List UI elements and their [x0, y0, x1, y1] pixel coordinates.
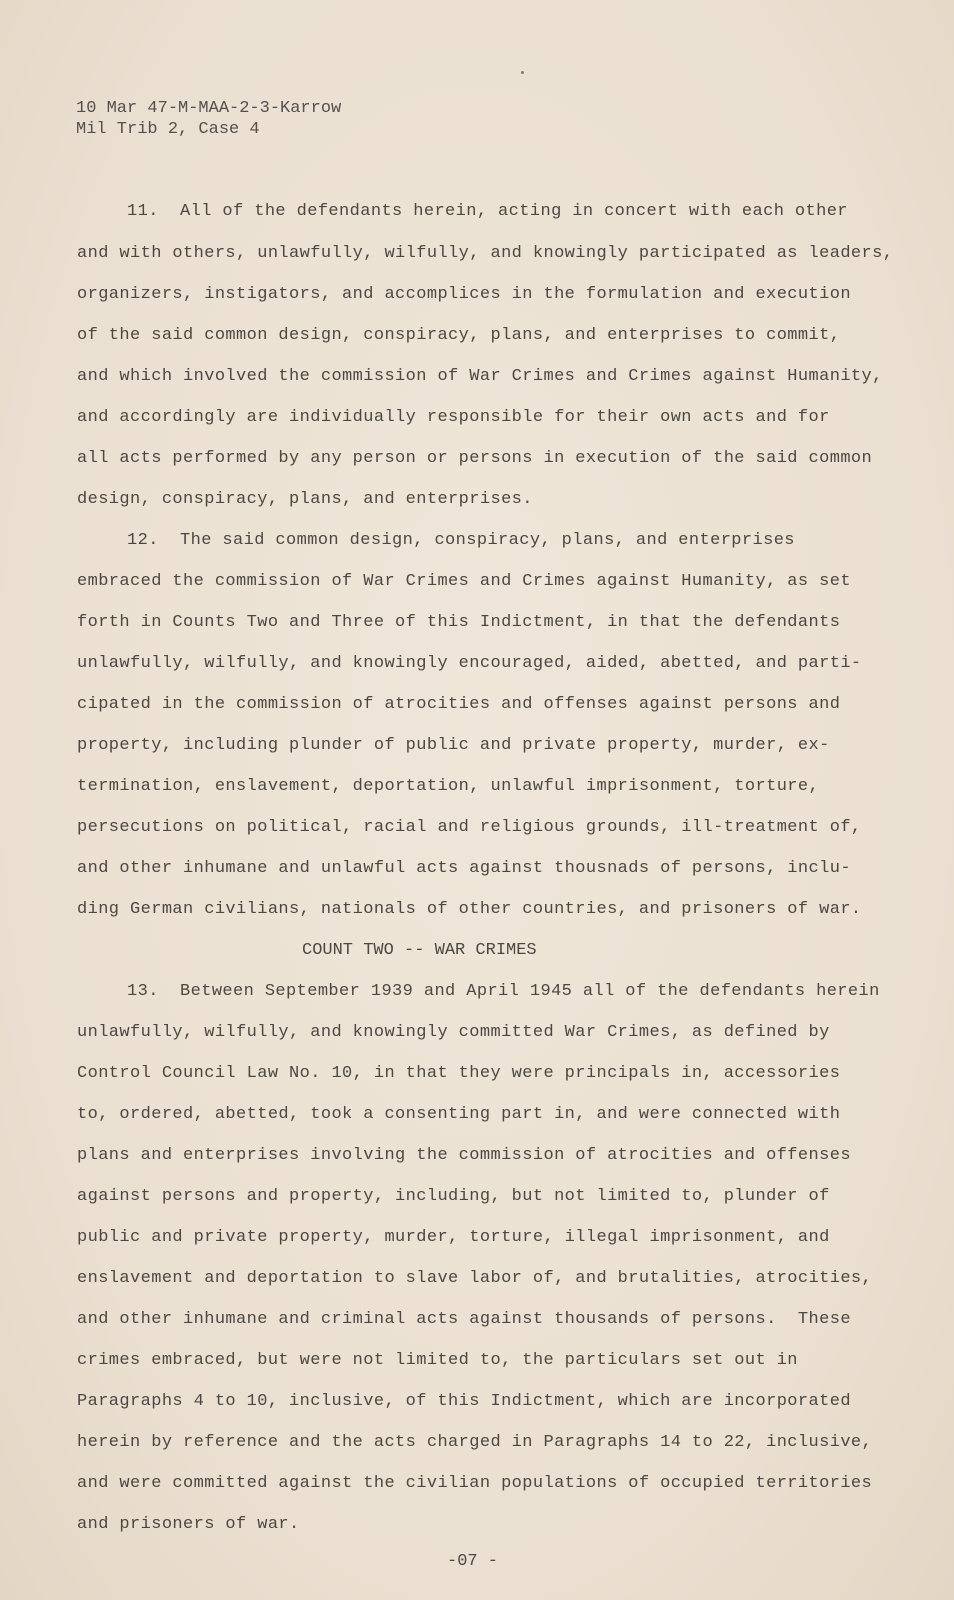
- paragraph-13-line: herein by reference and the acts charged in Paragraphs 14 to 22, inclusive,: [77, 1433, 873, 1452]
- paragraph-13-line: public and private property, murder, torture, illegal imprisonment, and: [77, 1228, 830, 1247]
- paragraph-12-line: and other inhumane and unlawful acts against thousnads of persons, inclu-: [77, 859, 851, 878]
- paragraph-13-line: enslavement and deportation to slave labor of, and brutalities, atrocities,: [77, 1269, 873, 1288]
- paragraph-13-line: against persons and property, including, but not limited to, plunder of: [77, 1187, 830, 1206]
- paragraph-11-line: and accordingly are individually responsible for their own acts and for: [77, 408, 830, 427]
- paragraph-12-line: embraced the commission of War Crimes and Crimes against Humanity, as set: [77, 572, 851, 591]
- paragraph-11-line: and which involved the commission of War Crimes and Crimes against Humanity,: [77, 367, 883, 386]
- paragraph-13-line: and were committed against the civilian populations of occupied territories: [77, 1474, 873, 1493]
- paragraph-13-line: crimes embraced, but were not limited to, the particulars set out in: [77, 1351, 798, 1370]
- paragraph-11-line: all acts performed by any person or persons in execution of the said common: [77, 449, 873, 468]
- header-tribunal-case: Mil Trib 2, Case 4: [76, 120, 260, 139]
- paragraph-13-line: and prisoners of war.: [77, 1515, 300, 1534]
- paragraph-11-line: of the said common design, conspiracy, plans, and enterprises to commit,: [77, 326, 841, 345]
- paragraph-13-line: Paragraphs 4 to 10, inclusive, of this Indictment, which are incorporated: [77, 1392, 851, 1411]
- paragraph-12-line: ding German civilians, nationals of other countries, and prisoners of war.: [77, 900, 862, 919]
- paragraph-13-line: and other inhumane and criminal acts against thousands of persons. These: [77, 1310, 851, 1329]
- paragraph-12-line: forth in Counts Two and Three of this Indictment, in that the defendants: [77, 613, 841, 632]
- paragraph-12-line: persecutions on political, racial and religious grounds, ill-treatment of,: [77, 818, 862, 837]
- paragraph-13-line: to, ordered, abetted, took a consenting part in, and were connected with: [77, 1105, 841, 1124]
- header-reference: 10 Mar 47-M-MAA-2-3-Karrow: [76, 99, 342, 118]
- document-header: [76, 98, 341, 140]
- paragraph-12-line: termination, enslavement, deportation, unlawful imprisonment, torture,: [77, 777, 820, 796]
- paragraph-11-line: design, conspiracy, plans, and enterprises.: [77, 490, 533, 509]
- paragraph-11-line: 11. All of the defendants herein, acting in concert with each other: [127, 202, 848, 221]
- paragraph-11-line: organizers, instigators, and accomplices in the formulation and execution: [77, 285, 851, 304]
- paragraph-13-line: plans and enterprises involving the commission of atrocities and offenses: [77, 1146, 851, 1165]
- paper-speck: [521, 71, 524, 74]
- paragraph-13-line: unlawfully, wilfully, and knowingly committed War Crimes, as defined by: [77, 1023, 830, 1042]
- page-number: -07 -: [447, 1552, 499, 1571]
- paragraph-11-line: and with others, unlawfully, wilfully, and knowingly participated as leaders,: [77, 244, 894, 263]
- paragraph-13-line: Control Council Law No. 10, in that they were principals in, accessories: [77, 1064, 841, 1083]
- paragraph-13-line: 13. Between September 1939 and April 1945 all of the defendants herein: [127, 982, 880, 1001]
- paragraph-12-line: 12. The said common design, conspiracy, plans, and enterprises: [127, 531, 795, 550]
- count-two-heading: COUNT TWO -- WAR CRIMES: [302, 941, 537, 960]
- paragraph-12-line: unlawfully, wilfully, and knowingly encouraged, aided, abetted, and parti-: [77, 654, 862, 673]
- paragraph-12-line: property, including plunder of public and private property, murder, ex-: [77, 736, 830, 755]
- paragraph-12-line: cipated in the commission of atrocities and offenses against persons and: [77, 695, 841, 714]
